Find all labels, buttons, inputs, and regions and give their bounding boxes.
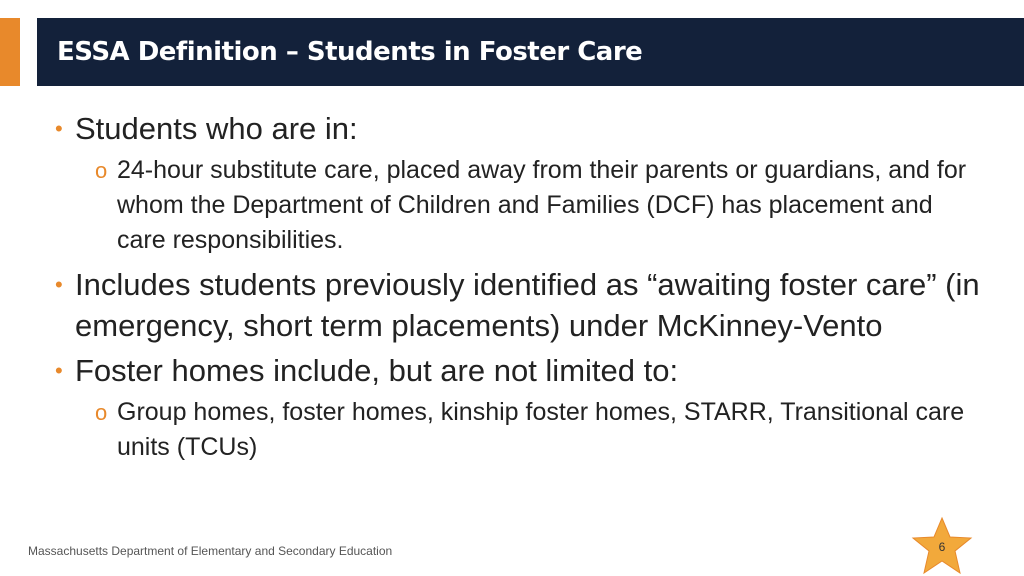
sub-bullet-icon: o	[95, 158, 108, 183]
slide-title: ESSA Definition – Students in Foster Care	[57, 37, 643, 67]
bullet-item	[55, 108, 985, 149]
bullet-icon: •	[55, 272, 63, 297]
slide-content	[55, 108, 985, 471]
sub-bullet-text: 24-hour substitute care, placed away from their parents or guardians, and for whom the Department of Children and Families (DCF) has placement and care responsibilities.	[117, 156, 967, 254]
title-bar	[37, 18, 1024, 86]
bullet-item	[55, 264, 985, 346]
bullet-text: Includes students previously identified as “awaiting foster care” (in emergency, short term placements) under McKinney-Vento	[75, 267, 980, 343]
sub-bullet-item	[95, 153, 985, 258]
footer-text: Massachusetts Department of Elementary and Secondary Education	[28, 544, 393, 558]
bullet-icon: •	[55, 116, 63, 141]
bullet-text: Students who are in:	[75, 111, 358, 146]
bullet-icon: •	[55, 358, 63, 383]
bullet-item	[55, 350, 985, 391]
sub-bullet-text: Group homes, foster homes, kinship foster homes, STARR, Transitional care units (TCUs)	[117, 398, 965, 461]
accent-bar	[0, 18, 20, 86]
sub-bullet-item	[95, 395, 985, 465]
page-number: 6	[938, 540, 946, 554]
sub-bullet-icon: o	[95, 400, 108, 425]
bullet-text: Foster homes include, but are not limited to:	[75, 353, 679, 388]
